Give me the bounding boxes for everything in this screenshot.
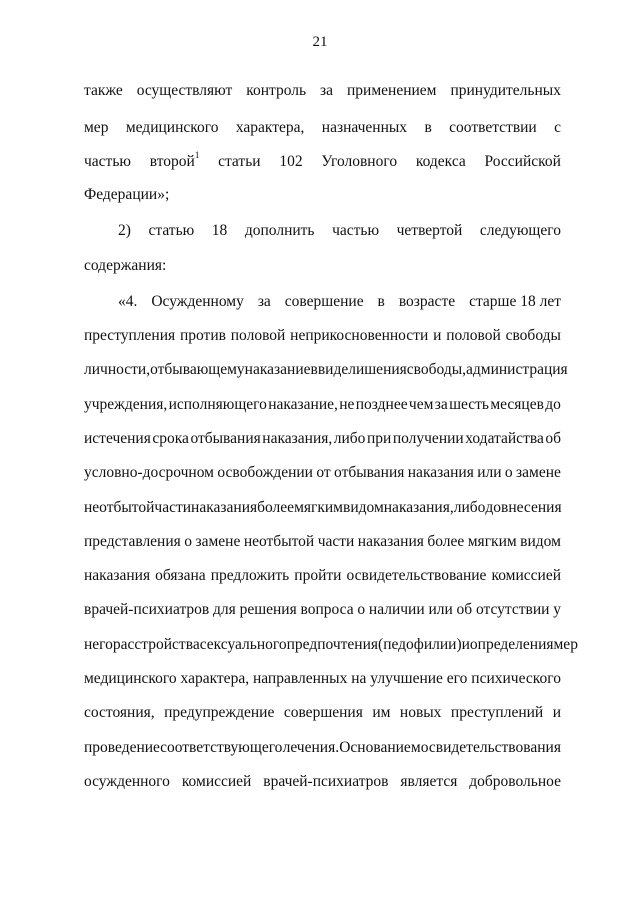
word: медицинского xyxy=(84,670,177,687)
word: отбывания xyxy=(190,430,261,447)
word: до xyxy=(485,499,502,516)
word: состояния, xyxy=(84,704,155,721)
word: (педофилии) xyxy=(378,636,462,653)
word: и xyxy=(433,327,442,344)
footnote-superscript: 1 xyxy=(194,149,200,160)
text-line xyxy=(84,531,561,553)
word: наказания xyxy=(84,567,151,584)
word: наказания xyxy=(191,499,258,516)
word: Федерации»; xyxy=(84,186,170,203)
word: отбывания xyxy=(334,464,405,481)
word: получении xyxy=(392,430,464,447)
text-line xyxy=(118,220,561,242)
word: добровольное xyxy=(469,773,561,790)
word: совершение xyxy=(284,293,364,310)
text-line xyxy=(84,325,561,347)
word: расстройства xyxy=(112,636,200,653)
text-line xyxy=(118,291,561,313)
word: учреждения, xyxy=(84,396,168,413)
text-line xyxy=(84,394,561,416)
word: или xyxy=(477,464,502,481)
word: неотбытой xyxy=(243,533,315,550)
word: предупреждение xyxy=(164,704,275,721)
word: характера, xyxy=(235,119,305,136)
word: о xyxy=(504,464,513,481)
word: Осужденному xyxy=(151,293,244,310)
word: наказания, xyxy=(262,430,333,447)
word: осуществляют xyxy=(136,82,233,99)
word: предложить xyxy=(210,567,290,584)
word: четвертой xyxy=(396,222,463,239)
word: Российской xyxy=(484,153,561,170)
word: мер xyxy=(84,119,109,136)
word: за xyxy=(257,293,271,310)
word: виде xyxy=(317,361,349,378)
word: наказания xyxy=(407,464,474,481)
text-line xyxy=(84,668,561,690)
word: неотбытой xyxy=(84,499,155,516)
word: личности, xyxy=(84,361,151,378)
word: обязана xyxy=(155,567,206,584)
word: Основанием xyxy=(339,739,421,756)
word: определения xyxy=(469,636,554,653)
word: дополнить xyxy=(244,222,315,239)
word: также xyxy=(84,82,123,99)
word: видом xyxy=(343,499,384,516)
text-line xyxy=(84,151,561,173)
word: срока xyxy=(152,430,189,447)
word: неприкосновенности xyxy=(290,327,429,344)
word: на xyxy=(351,670,367,687)
word: о xyxy=(357,601,366,618)
text-line xyxy=(84,771,561,793)
word: свободы, xyxy=(406,361,467,378)
word: и xyxy=(461,636,470,653)
word: замене xyxy=(516,464,561,481)
word: свободы xyxy=(505,327,561,344)
word: освобождении xyxy=(217,464,313,481)
word: в xyxy=(377,293,385,310)
word: пройти xyxy=(294,567,342,584)
word: осужденного xyxy=(84,773,170,790)
word: медицинского xyxy=(125,119,219,136)
word: при xyxy=(366,430,392,447)
word: соответствующего xyxy=(160,739,283,756)
word: врачей-психиатров xyxy=(84,601,210,618)
word: наказание, xyxy=(268,396,338,413)
word: позднее xyxy=(355,396,408,413)
text-line xyxy=(84,565,561,587)
word: части xyxy=(317,533,355,550)
word: является xyxy=(400,773,458,790)
word: за xyxy=(434,396,448,413)
word: более xyxy=(257,499,295,516)
word: наличии xyxy=(368,601,425,618)
word: назначенных xyxy=(321,119,408,136)
word: второй$^1$ xyxy=(149,149,200,170)
word: комиссией xyxy=(181,773,252,790)
word: вопроса xyxy=(300,601,354,618)
word: «4. xyxy=(118,293,138,310)
text-line xyxy=(84,599,561,621)
word: улучшение xyxy=(370,670,443,687)
word: части xyxy=(154,499,192,516)
word: не xyxy=(339,396,355,413)
text-line xyxy=(84,737,561,759)
word: либо xyxy=(453,499,486,516)
word: врачей-психиатров xyxy=(263,773,389,790)
word: чем xyxy=(408,396,434,413)
word: наказания xyxy=(357,533,424,550)
word: сексуального xyxy=(199,636,287,653)
word: ходатайства xyxy=(465,430,544,447)
word: лишения xyxy=(348,361,407,378)
word: для xyxy=(213,601,236,618)
word: замене xyxy=(195,533,241,550)
word: соответствии xyxy=(449,119,537,136)
text-line xyxy=(84,634,578,656)
word: у xyxy=(553,601,561,618)
word: в xyxy=(310,361,318,378)
word: администрация xyxy=(466,361,568,378)
word: шесть xyxy=(449,396,489,413)
word: психического xyxy=(471,670,561,687)
word: наказания, xyxy=(383,499,454,516)
word: проведение xyxy=(84,739,160,756)
word: условно-досрочном xyxy=(84,464,214,481)
word: мягким xyxy=(467,533,517,550)
text-line xyxy=(84,462,561,484)
word: исполняющего xyxy=(168,396,267,413)
word: за xyxy=(320,82,334,99)
word: мер xyxy=(553,636,578,653)
word: о xyxy=(184,533,192,550)
word: преступления xyxy=(84,327,176,344)
text-line xyxy=(84,702,561,724)
word: отсутствии xyxy=(475,601,550,618)
text-line xyxy=(84,359,568,381)
word: старше 18 лет xyxy=(469,293,561,310)
word: следующего xyxy=(479,222,561,239)
word: контроль xyxy=(246,82,307,99)
word: лечения. xyxy=(282,739,340,756)
text-line xyxy=(84,428,561,450)
word: направленных xyxy=(252,670,348,687)
word: преступлений xyxy=(450,704,544,721)
word: него xyxy=(84,636,113,653)
word: статью xyxy=(148,222,195,239)
word: возрасте xyxy=(398,293,456,310)
word: от xyxy=(316,464,331,481)
word: частью xyxy=(84,153,131,170)
text-line xyxy=(84,497,561,519)
word: внесения xyxy=(501,499,562,516)
word: с xyxy=(554,119,561,136)
text-line xyxy=(84,117,561,139)
word: применением xyxy=(347,82,437,99)
word: в xyxy=(424,119,432,136)
word: отбывающему xyxy=(150,361,245,378)
word: освидетельствование xyxy=(346,567,487,584)
word: против xyxy=(179,327,226,344)
word: совершения xyxy=(283,704,363,721)
text-line xyxy=(84,80,561,102)
word: видом xyxy=(520,533,561,550)
word: Уголовного xyxy=(321,153,398,170)
page-number: 21 xyxy=(312,34,328,50)
word: кодекса xyxy=(415,153,466,170)
word: им xyxy=(372,704,391,721)
word: комиссией xyxy=(491,567,561,584)
word: представления xyxy=(84,533,181,550)
word: статьи xyxy=(218,153,261,170)
word: об xyxy=(456,601,473,618)
word: более xyxy=(427,533,465,550)
word: или xyxy=(428,601,453,618)
word: содержания: xyxy=(84,257,167,274)
word: освидетельствования xyxy=(420,739,561,756)
word: его xyxy=(446,670,468,687)
text-line xyxy=(84,255,561,277)
word: принудительных xyxy=(450,82,561,99)
word: половой xyxy=(230,327,286,344)
word: половой xyxy=(446,327,501,344)
word: истечения xyxy=(84,430,151,447)
word: наказание xyxy=(244,361,311,378)
word: 18 xyxy=(211,222,228,239)
word: либо xyxy=(333,430,366,447)
word: характера, xyxy=(180,670,250,687)
word: предпочтения xyxy=(286,636,379,653)
word: мягким xyxy=(294,499,343,516)
word: решения xyxy=(239,601,297,618)
word: до xyxy=(545,396,561,413)
text-line xyxy=(84,184,561,206)
word: об xyxy=(545,430,561,447)
word: и xyxy=(552,704,561,721)
word: 2) xyxy=(118,222,131,239)
word: 102 xyxy=(279,153,303,170)
word: новых xyxy=(399,704,442,721)
word: месяцев xyxy=(490,396,544,413)
word: частью xyxy=(332,222,380,239)
